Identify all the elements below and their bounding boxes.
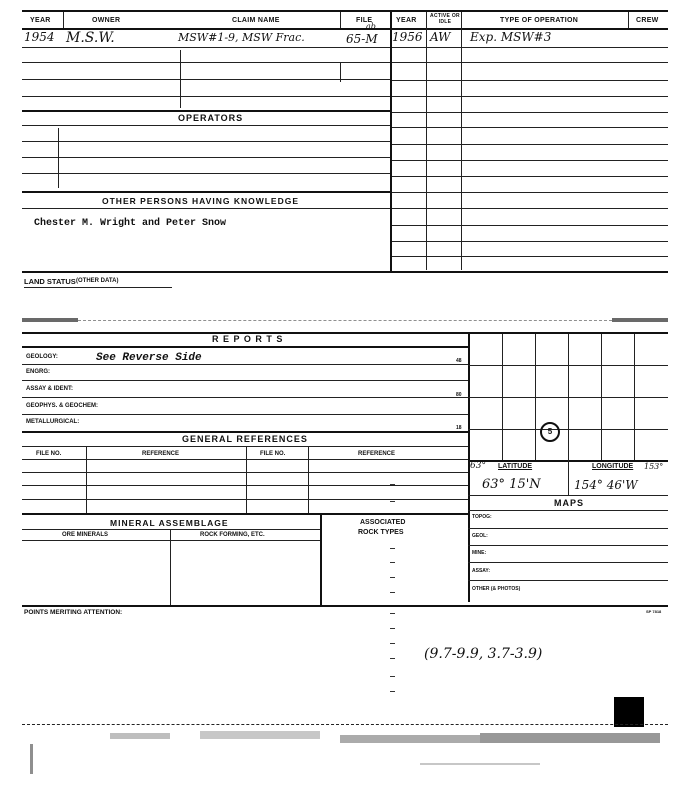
row1-claim-name: MSW#1-9, MSW Frac.: [178, 31, 305, 44]
general-references-title: GENERAL REFERENCES: [182, 434, 308, 444]
other-persons-text: Chester M. Wright and Peter Snow: [34, 218, 227, 229]
header-type-of-operation: TYPE OF OPERATION: [500, 17, 579, 24]
other-persons-title: OTHER PERSONS HAVING KNOWLEDGE: [102, 196, 300, 206]
metallurgical-num: 18: [456, 425, 462, 431]
header-file: FILE: [356, 17, 373, 24]
header-year: YEAR: [30, 17, 51, 24]
row1-active-or-idle: AW: [430, 30, 451, 44]
assay-label: ASSAY & IDENT:: [26, 386, 74, 392]
lat-prefix: 63°: [470, 461, 486, 471]
row1-file-top: ab: [366, 22, 376, 31]
grid-circle-label: 5: [547, 427, 553, 436]
maps-other: OTHER (& PHOTOS): [472, 586, 521, 592]
ref-reference: REFERENCE: [142, 451, 180, 457]
handwritten-note: (9.7-9.9, 3.7-3.9): [424, 646, 543, 662]
rock-types-label: ROCK TYPES: [358, 529, 404, 536]
rock-forming-label: ROCK FORMING, ETC.: [200, 532, 265, 538]
form-code: SP 7818: [646, 609, 662, 614]
header-year-2: YEAR: [396, 17, 417, 24]
reports-title: R E P O R T S: [212, 334, 284, 344]
header-crew: CREW: [636, 17, 659, 24]
lon-value: 154° 46'W: [574, 478, 638, 492]
row1-file: 65-M: [346, 32, 378, 46]
ore-minerals-label: ORE MINERALS: [62, 532, 109, 538]
row1-year-2: 1956: [392, 30, 423, 44]
header-claim-name: CLAIM NAME: [232, 17, 280, 24]
black-square: [614, 697, 644, 727]
grid-circle-mark: [540, 422, 560, 442]
geology-num: 48: [456, 358, 462, 364]
points-meriting-label: POINTS MERITING ATTENTION:: [24, 609, 123, 616]
land-status-label: LAND STATUS: [24, 277, 76, 286]
row1-year: 1954: [24, 30, 55, 44]
maps-geol: GEOL:: [472, 533, 488, 539]
maps-title: MAPS: [554, 498, 585, 508]
lon-prefix: 153°: [644, 462, 664, 471]
ref-file-no-2: FILE NO.: [260, 451, 286, 457]
engrg-label: ENGRG:: [26, 369, 50, 375]
header-owner: OWNER: [92, 17, 121, 24]
geology-label: GEOLOGY:: [26, 354, 58, 360]
operators-title: OPERATORS: [178, 113, 244, 123]
lat-value: 63° 15'N: [482, 477, 541, 492]
metallurgical-label: METALLURGICAL:: [26, 419, 80, 425]
land-status-sub: (OTHER DATA): [76, 278, 119, 284]
longitude-label: LONGITUDE: [592, 463, 634, 470]
maps-assay: ASSAY:: [472, 568, 491, 574]
header-active-or-idle: ACTIVE OR IDLE: [430, 13, 460, 25]
maps-topog: TOPOG:: [472, 514, 492, 520]
row1-owner: M.S.W.: [66, 30, 115, 46]
maps-mine: MINE:: [472, 550, 487, 556]
ref-file-no: FILE NO.: [36, 451, 62, 457]
row1-type-of-operation: Exp. MSW#3: [470, 30, 552, 44]
latitude-label: LATITUDE: [498, 463, 533, 470]
geophys-label: GEOPHYS. & GEOCHEM:: [26, 403, 99, 409]
ref-reference-2: REFERENCE: [358, 451, 396, 457]
geology-value: See Reverse Side: [96, 352, 202, 364]
associated-label: ASSOCIATED: [360, 519, 406, 526]
mineral-assemblage-title: MINERAL ASSEMBLAGE: [110, 518, 229, 528]
assay-num: 80: [456, 392, 462, 398]
